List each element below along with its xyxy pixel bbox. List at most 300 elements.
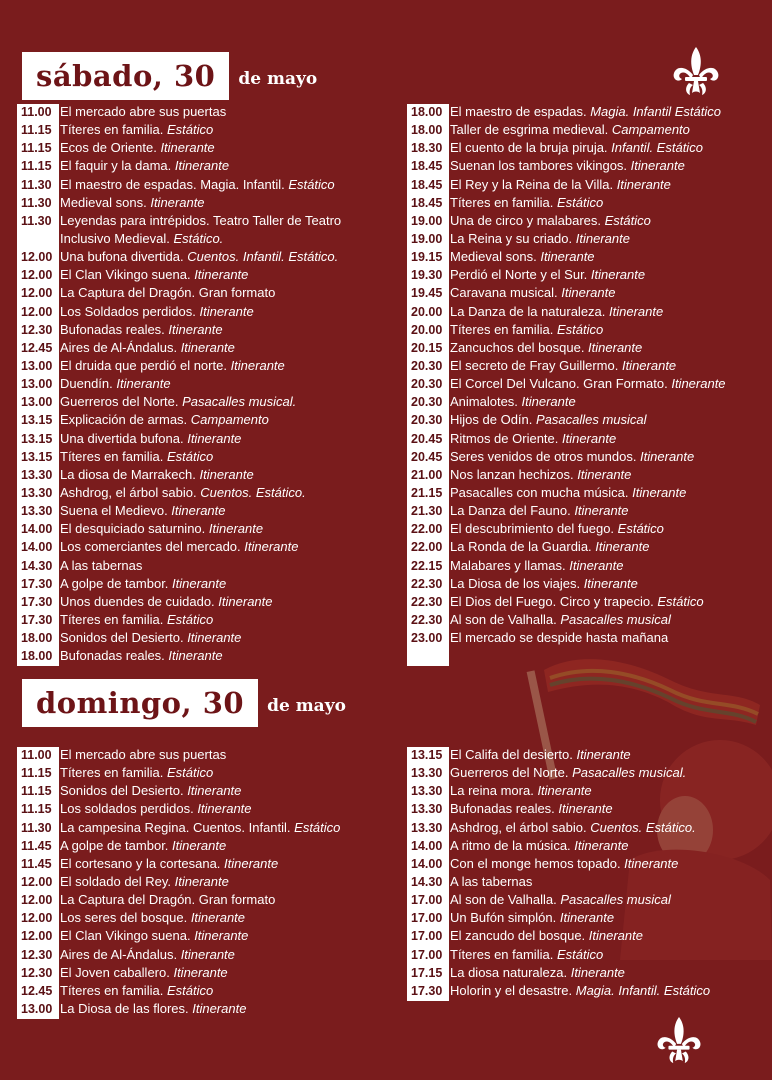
event-name: La Diosa de los viajes. bbox=[450, 575, 581, 591]
event-name: Bufonadas reales. bbox=[60, 648, 165, 664]
event-time: 11.15 bbox=[21, 784, 52, 799]
event-time: 13.15 bbox=[21, 449, 53, 464]
event-type-tag: Pasacalles musical. bbox=[568, 765, 687, 781]
event-name: Sonidos del Desierto. bbox=[60, 630, 184, 646]
event-time: 11.15 bbox=[21, 159, 52, 174]
event-time: 12.00 bbox=[21, 286, 53, 301]
schedule-row bbox=[17, 284, 397, 302]
schedule-row bbox=[17, 430, 397, 448]
event-time: 21.15 bbox=[411, 485, 443, 500]
schedule-row bbox=[407, 139, 767, 157]
schedule-row bbox=[17, 891, 397, 909]
event-name: El mercado abre sus puertas bbox=[60, 104, 227, 119]
schedule-row bbox=[407, 248, 767, 266]
event-name: Bufonadas reales. bbox=[60, 321, 165, 337]
event-time: 13.30 bbox=[411, 820, 443, 835]
schedule-row bbox=[17, 1000, 397, 1018]
event-time: 20.45 bbox=[411, 449, 443, 464]
event-time: 13.30 bbox=[21, 467, 53, 482]
saturday-right-column bbox=[407, 103, 767, 647]
event-time: 18.45 bbox=[411, 159, 443, 174]
schedule-row bbox=[17, 466, 397, 484]
event-name: El druida que perdió el norte. bbox=[60, 357, 227, 373]
sunday-heading bbox=[22, 679, 346, 727]
event-name: Ashdrog, el árbol sabio. bbox=[60, 484, 197, 500]
event-name: Un Bufón simplón. bbox=[450, 910, 557, 926]
event-type-tag: Itinerante bbox=[591, 539, 650, 555]
event-type-tag: Estático bbox=[290, 819, 341, 835]
sunday-left-column bbox=[17, 746, 397, 1018]
event-name: La campesina Regina. Cuentos. Infantil. bbox=[60, 819, 291, 835]
event-name: El cortesano y la cortesana. bbox=[60, 855, 221, 871]
schedule-row bbox=[17, 484, 397, 502]
event-name: La Ronda de la Guardia. bbox=[450, 539, 592, 555]
event-time: 22.30 bbox=[411, 594, 443, 609]
fleur-de-lis-icon bbox=[655, 1015, 703, 1067]
schedule-row bbox=[17, 248, 397, 266]
event-type-tag: Itinerante bbox=[557, 285, 616, 301]
schedule-row bbox=[17, 303, 397, 321]
event-type-tag: Itinerante bbox=[618, 357, 677, 373]
event-name: El secreto de Fray Guillermo. bbox=[450, 357, 619, 373]
event-time: 12.45 bbox=[21, 983, 53, 998]
event-type-tag: Itinerante bbox=[636, 448, 695, 464]
schedule-row bbox=[17, 538, 397, 556]
saturday-month-label: de mayo bbox=[238, 69, 318, 89]
schedule-row bbox=[407, 982, 767, 1000]
event-time: 14.00 bbox=[411, 856, 443, 871]
event-name: Explicación de armas. bbox=[60, 412, 188, 428]
event-type-tag: Estático bbox=[614, 521, 664, 537]
event-type-tag: Pasacalles musical bbox=[556, 611, 671, 627]
event-name: Suenan los tambores vikingos. bbox=[450, 158, 628, 174]
event-type-tag: Pasacalles musical. bbox=[178, 394, 297, 410]
schedule-row bbox=[407, 593, 767, 611]
event-name: Unos duendes de cuidado. bbox=[60, 593, 215, 609]
schedule-row bbox=[407, 837, 767, 855]
schedule-row bbox=[407, 375, 767, 393]
event-time: 22.00 bbox=[411, 540, 443, 555]
event-type-tag: Campamento bbox=[608, 122, 690, 138]
event-name: A golpe de tambor. bbox=[60, 575, 169, 591]
event-name: El faquir y la dama. bbox=[60, 158, 172, 174]
event-type-tag: Itinerante bbox=[187, 910, 246, 926]
event-time: 20.00 bbox=[411, 322, 443, 337]
schedule-row bbox=[17, 800, 397, 818]
event-type-tag: Pasacalles musical bbox=[532, 412, 647, 428]
event-type-tag: Itinerante bbox=[171, 873, 229, 889]
event-name: El Corcel Del Vulcano. Gran Formato. bbox=[450, 376, 668, 392]
event-time: 11.45 bbox=[21, 856, 52, 871]
event-type-tag: Cuentos. Estático. bbox=[586, 819, 696, 835]
event-type-tag: Itinerante bbox=[156, 140, 215, 156]
event-type-tag: Itinerante bbox=[620, 855, 679, 871]
event-type-tag: Itinerante bbox=[205, 521, 264, 537]
event-time: 18.00 bbox=[411, 105, 443, 119]
event-time: 13.00 bbox=[21, 377, 53, 392]
event-name: El Joven caballero. bbox=[60, 964, 170, 980]
event-name: Los soldados perdidos. bbox=[60, 801, 194, 817]
event-type-tag: Itinerante bbox=[177, 339, 235, 355]
event-time: 14.00 bbox=[411, 838, 443, 853]
event-time: 12.00 bbox=[21, 893, 53, 908]
event-time: 20.45 bbox=[411, 431, 443, 446]
schedule-row bbox=[407, 746, 767, 764]
schedule-row bbox=[17, 746, 397, 764]
event-name: La diosa de Marrakech. bbox=[60, 466, 196, 482]
event-type-tag: Itinerante bbox=[628, 484, 687, 500]
event-time: 19.00 bbox=[411, 213, 443, 228]
event-time: 18.45 bbox=[411, 195, 443, 210]
schedule-row bbox=[17, 764, 397, 782]
schedule-row bbox=[17, 393, 397, 411]
schedule-row bbox=[407, 266, 767, 284]
event-time: 20.30 bbox=[411, 413, 443, 428]
schedule-row bbox=[407, 103, 767, 121]
event-time: 17.30 bbox=[21, 612, 53, 627]
event-time: 11.00 bbox=[21, 105, 52, 119]
schedule-row bbox=[407, 157, 767, 175]
event-type-tag: Itinerante bbox=[193, 801, 252, 817]
event-type-tag: Infantil. Estático bbox=[607, 140, 703, 156]
event-time: 21.00 bbox=[411, 467, 443, 482]
event-type-tag: Itinerante bbox=[240, 539, 299, 555]
event-name: La Danza de la naturaleza. bbox=[450, 303, 606, 319]
event-time: 20.30 bbox=[411, 377, 443, 392]
event-name: El descubrimiento del fuego. bbox=[450, 521, 615, 537]
event-time: 13.30 bbox=[411, 802, 443, 817]
event-type-tag: Itinerante bbox=[164, 648, 223, 664]
event-type-tag: Itinerante bbox=[565, 557, 624, 573]
event-name: La Captura del Dragón. Gran formato bbox=[60, 892, 276, 908]
event-time: 13.15 bbox=[21, 431, 53, 446]
schedule-row bbox=[407, 484, 767, 502]
schedule-row bbox=[407, 782, 767, 800]
event-time: 17.15 bbox=[411, 965, 443, 980]
event-name: Los comerciantes del mercado. bbox=[60, 539, 241, 555]
event-name: Títeres en familia. bbox=[60, 611, 164, 627]
schedule-row bbox=[407, 855, 767, 873]
event-name: Suena el Medievo. bbox=[60, 503, 168, 519]
event-type-tag: Itinerante bbox=[183, 783, 242, 799]
event-name: Caravana musical. bbox=[450, 285, 558, 301]
event-type-tag: Itinerante bbox=[580, 575, 638, 591]
schedule-row bbox=[17, 837, 397, 855]
event-name: Títeres en familia. bbox=[60, 765, 164, 781]
schedule-row bbox=[407, 873, 767, 891]
schedule-row bbox=[17, 575, 397, 593]
event-name: Ritmos de Oriente. bbox=[450, 430, 559, 446]
schedule-row bbox=[17, 964, 397, 982]
event-type-tag: Itinerante bbox=[183, 630, 242, 646]
event-time: 11.15 bbox=[21, 123, 52, 138]
sunday-month-label: de mayo bbox=[267, 696, 346, 716]
event-type-tag: Itinerante bbox=[220, 855, 279, 871]
schedule-row bbox=[407, 212, 767, 230]
event-time: 17.00 bbox=[411, 911, 443, 926]
schedule-row bbox=[407, 284, 767, 302]
event-time: 18.00 bbox=[411, 123, 443, 138]
event-type-tag: Campamento bbox=[187, 412, 269, 428]
event-name: Una bufona divertida. bbox=[60, 249, 184, 265]
event-time: 22.30 bbox=[411, 612, 443, 627]
event-type-tag: Itinerante bbox=[190, 928, 249, 944]
schedule-row bbox=[17, 230, 397, 248]
event-name: Una de circo y malabares. bbox=[450, 212, 602, 228]
schedule-row bbox=[407, 176, 767, 194]
event-type-tag: Estático. bbox=[169, 230, 224, 246]
event-name: Malabares y llamas. bbox=[450, 557, 566, 573]
event-type-tag: Itinerante bbox=[613, 176, 671, 192]
event-type-tag: Estático bbox=[553, 946, 604, 962]
event-name: El soldado del Rey. bbox=[60, 873, 172, 889]
schedule-row bbox=[17, 194, 397, 212]
event-name: Con el monge hemos topado. bbox=[450, 855, 621, 871]
sunday-day-label: domingo, 30 bbox=[22, 679, 258, 727]
event-time: 18.00 bbox=[21, 649, 53, 664]
schedule-row bbox=[407, 339, 767, 357]
event-name: La reina mora. bbox=[450, 783, 534, 799]
event-time: 21.30 bbox=[411, 504, 443, 519]
event-time: 12.30 bbox=[21, 947, 53, 962]
event-name: El Rey y la Reina de la Villa. bbox=[450, 176, 614, 192]
event-name: La Danza del Fauno. bbox=[450, 503, 571, 519]
event-name: Una divertida bufona. bbox=[60, 430, 184, 446]
event-name: Aires de Al-Ándalus. bbox=[60, 339, 178, 355]
event-time: 19.45 bbox=[411, 286, 443, 301]
event-type-tag: Itinerante bbox=[533, 783, 592, 799]
event-name: Ashdrog, el árbol sabio. bbox=[450, 819, 587, 835]
event-name: El Califa del desierto. bbox=[450, 747, 573, 762]
event-type-tag: Itinerante bbox=[584, 339, 643, 355]
event-name: El maestro de espadas. bbox=[450, 104, 587, 119]
sunday-right-column bbox=[407, 746, 767, 1000]
event-type-tag: Itinerante bbox=[164, 321, 223, 337]
event-name: El mercado abre sus puertas bbox=[60, 747, 227, 762]
event-time: 19.30 bbox=[411, 268, 443, 283]
schedule-row bbox=[17, 121, 397, 139]
event-time: 12.30 bbox=[21, 322, 53, 337]
event-name: Zancuchos del bosque. bbox=[450, 339, 585, 355]
event-type-tag: Itinerante bbox=[177, 946, 235, 962]
event-name: El Clan Vikingo suena. bbox=[60, 267, 191, 283]
schedule-row bbox=[17, 782, 397, 800]
event-time: 19.00 bbox=[411, 231, 443, 246]
schedule-row bbox=[407, 357, 767, 375]
event-name: Títeres en familia. bbox=[450, 321, 554, 337]
event-name: Aires de Al-Ándalus. bbox=[60, 946, 178, 962]
event-type-tag: Itinerante bbox=[567, 964, 625, 980]
event-type-tag: Cuentos. Infantil. Estático. bbox=[183, 249, 339, 265]
event-type-tag: Itinerante bbox=[190, 267, 249, 283]
event-name: Los Soldados perdidos. bbox=[60, 303, 196, 319]
schedule-row bbox=[17, 629, 397, 647]
event-time: 17.00 bbox=[411, 929, 443, 944]
event-name: La Diosa de las flores. bbox=[60, 1000, 189, 1016]
schedule-row bbox=[407, 230, 767, 248]
event-time: 11.15 bbox=[21, 766, 52, 781]
event-time: 14.00 bbox=[21, 522, 53, 537]
event-time: 20.15 bbox=[411, 340, 443, 355]
event-time: 13.15 bbox=[21, 413, 53, 428]
event-type-tag: Cuentos. Estático. bbox=[196, 484, 306, 500]
event-time: 11.30 bbox=[21, 820, 52, 835]
event-time: 12.00 bbox=[21, 874, 53, 889]
schedule-row bbox=[407, 393, 767, 411]
event-time: 14.30 bbox=[21, 558, 53, 573]
event-type-tag: Itinerante bbox=[556, 910, 615, 926]
event-name: Guerreros del Norte. bbox=[450, 765, 569, 781]
event-time: 13.00 bbox=[21, 395, 53, 410]
event-time: 14.30 bbox=[411, 874, 443, 889]
event-name: Títeres en familia. bbox=[450, 946, 554, 962]
event-time: 20.30 bbox=[411, 395, 443, 410]
event-name: El zancudo del bosque. bbox=[450, 928, 586, 944]
schedule-row bbox=[17, 321, 397, 339]
event-time: 12.00 bbox=[21, 250, 53, 265]
schedule-row bbox=[17, 855, 397, 873]
event-type-tag: Itinerante bbox=[112, 376, 171, 392]
schedule-row bbox=[407, 557, 767, 575]
event-name: Nos lanzan hechizos. bbox=[450, 466, 574, 482]
event-type-tag: Estático bbox=[553, 321, 604, 337]
event-name: El maestro de espadas. Magia. Infantil. bbox=[60, 176, 285, 192]
event-type-tag: Itinerante bbox=[168, 837, 227, 853]
schedule-row bbox=[407, 321, 767, 339]
schedule-row bbox=[17, 557, 397, 575]
event-name: A golpe de tambor. bbox=[60, 837, 169, 853]
event-name: A ritmo de la música. bbox=[450, 837, 571, 853]
event-type-tag: Itinerante bbox=[517, 394, 576, 410]
schedule-row bbox=[17, 520, 397, 538]
schedule-row bbox=[17, 375, 397, 393]
event-time: 11.15 bbox=[21, 802, 52, 817]
event-time: 22.15 bbox=[411, 558, 443, 573]
event-name: Sonidos del Desierto. bbox=[60, 783, 184, 799]
schedule-row bbox=[407, 448, 767, 466]
schedule-row bbox=[17, 448, 397, 466]
event-type-tag: Itinerante bbox=[214, 593, 273, 609]
event-time: 22.00 bbox=[411, 522, 443, 537]
event-type-tag: Magia. Infantil. Estático bbox=[572, 982, 711, 998]
event-name: Inclusivo Medieval. bbox=[60, 230, 170, 246]
event-time: 13.00 bbox=[21, 1001, 53, 1016]
event-time: 13.00 bbox=[21, 358, 53, 373]
event-type-tag: Itinerante bbox=[167, 503, 226, 519]
event-time: 18.45 bbox=[411, 177, 443, 192]
schedule-row bbox=[407, 466, 767, 484]
saturday-left-column bbox=[17, 103, 397, 665]
event-time: 20.30 bbox=[411, 358, 443, 373]
event-time: 13.30 bbox=[411, 784, 443, 799]
event-name: A las tabernas bbox=[450, 873, 533, 889]
schedule-row bbox=[17, 873, 397, 891]
event-name: Al son de Valhalla. bbox=[450, 611, 557, 627]
event-type-tag: Itinerante bbox=[627, 158, 685, 174]
schedule-row bbox=[407, 411, 767, 429]
event-time: 13.15 bbox=[411, 748, 443, 762]
event-type-tag: Itinerante bbox=[226, 357, 285, 373]
schedule-row bbox=[17, 139, 397, 157]
event-type-tag: Itinerante bbox=[558, 430, 617, 446]
event-type-tag: Itinerante bbox=[536, 249, 595, 265]
event-name: Títeres en familia. bbox=[60, 122, 164, 138]
event-name: Al son de Valhalla. bbox=[450, 892, 557, 908]
event-name: Hijos de Odín. bbox=[450, 412, 533, 428]
schedule-row bbox=[17, 946, 397, 964]
event-name: Bufonadas reales. bbox=[450, 801, 555, 817]
event-name: Guerreros del Norte. bbox=[60, 394, 179, 410]
event-time: 12.00 bbox=[21, 268, 53, 283]
fleur-de-lis-icon bbox=[671, 45, 721, 99]
schedule-row bbox=[17, 927, 397, 945]
event-name: Perdió el Norte y el Sur. bbox=[450, 267, 588, 283]
event-name: El desquiciado saturnino. bbox=[60, 521, 206, 537]
schedule-row bbox=[407, 800, 767, 818]
event-name: Medieval sons. bbox=[450, 249, 537, 265]
event-name: La Captura del Dragón. Gran formato bbox=[60, 285, 276, 301]
event-name: La diosa naturaleza. bbox=[450, 964, 568, 980]
schedule-row bbox=[407, 430, 767, 448]
schedule-row bbox=[17, 357, 397, 375]
event-name: Duendín. bbox=[60, 376, 113, 392]
event-time: 18.00 bbox=[21, 631, 53, 646]
schedule-row bbox=[407, 819, 767, 837]
event-type-tag: Estático bbox=[163, 982, 214, 998]
schedule-row bbox=[17, 593, 397, 611]
schedule-row bbox=[407, 121, 767, 139]
event-time: 11.15 bbox=[21, 141, 52, 156]
event-type-tag: Estático bbox=[163, 765, 214, 781]
schedule-row bbox=[407, 946, 767, 964]
event-name: Títeres en familia. bbox=[60, 982, 164, 998]
event-name: Ecos de Oriente. bbox=[60, 140, 157, 156]
schedule-row bbox=[17, 502, 397, 520]
event-name: Pasacalles con mucha música. bbox=[450, 484, 629, 500]
schedule-row bbox=[407, 520, 767, 538]
event-time: 12.45 bbox=[21, 340, 53, 355]
schedule-row bbox=[17, 647, 397, 665]
event-type-tag: Estático bbox=[163, 448, 214, 464]
schedule-row bbox=[407, 502, 767, 520]
schedule-row bbox=[407, 927, 767, 945]
schedule-row bbox=[17, 909, 397, 927]
schedule-row bbox=[407, 575, 767, 593]
event-time: 11.45 bbox=[21, 838, 52, 853]
event-name: El Dios del Fuego. Circo y trapecio. bbox=[450, 593, 654, 609]
event-name: El cuento de la bruja piruja. bbox=[450, 140, 608, 156]
event-name: Animalotes. bbox=[450, 394, 518, 410]
event-name: A las tabernas bbox=[60, 557, 143, 573]
event-type-tag: Itinerante bbox=[554, 801, 613, 817]
event-time: 12.00 bbox=[21, 911, 53, 926]
event-time: 13.30 bbox=[21, 485, 53, 500]
event-name: Títeres en familia. bbox=[60, 448, 164, 464]
event-time: 14.00 bbox=[21, 540, 53, 555]
schedule-row bbox=[17, 819, 397, 837]
event-name: Taller de esgrima medieval. bbox=[450, 122, 609, 138]
event-time: 17.30 bbox=[21, 576, 53, 591]
schedule-row bbox=[17, 157, 397, 175]
event-time: 18.30 bbox=[411, 141, 443, 156]
event-time: 17.00 bbox=[411, 947, 443, 962]
schedule-row bbox=[407, 303, 767, 321]
event-name: El mercado se despide hasta mañana bbox=[450, 630, 669, 646]
event-time: 17.30 bbox=[21, 594, 53, 609]
schedule-row bbox=[407, 538, 767, 556]
event-name: Seres venidos de otros mundos. bbox=[450, 448, 637, 464]
saturday-day-label: sábado, 30 bbox=[22, 52, 229, 100]
